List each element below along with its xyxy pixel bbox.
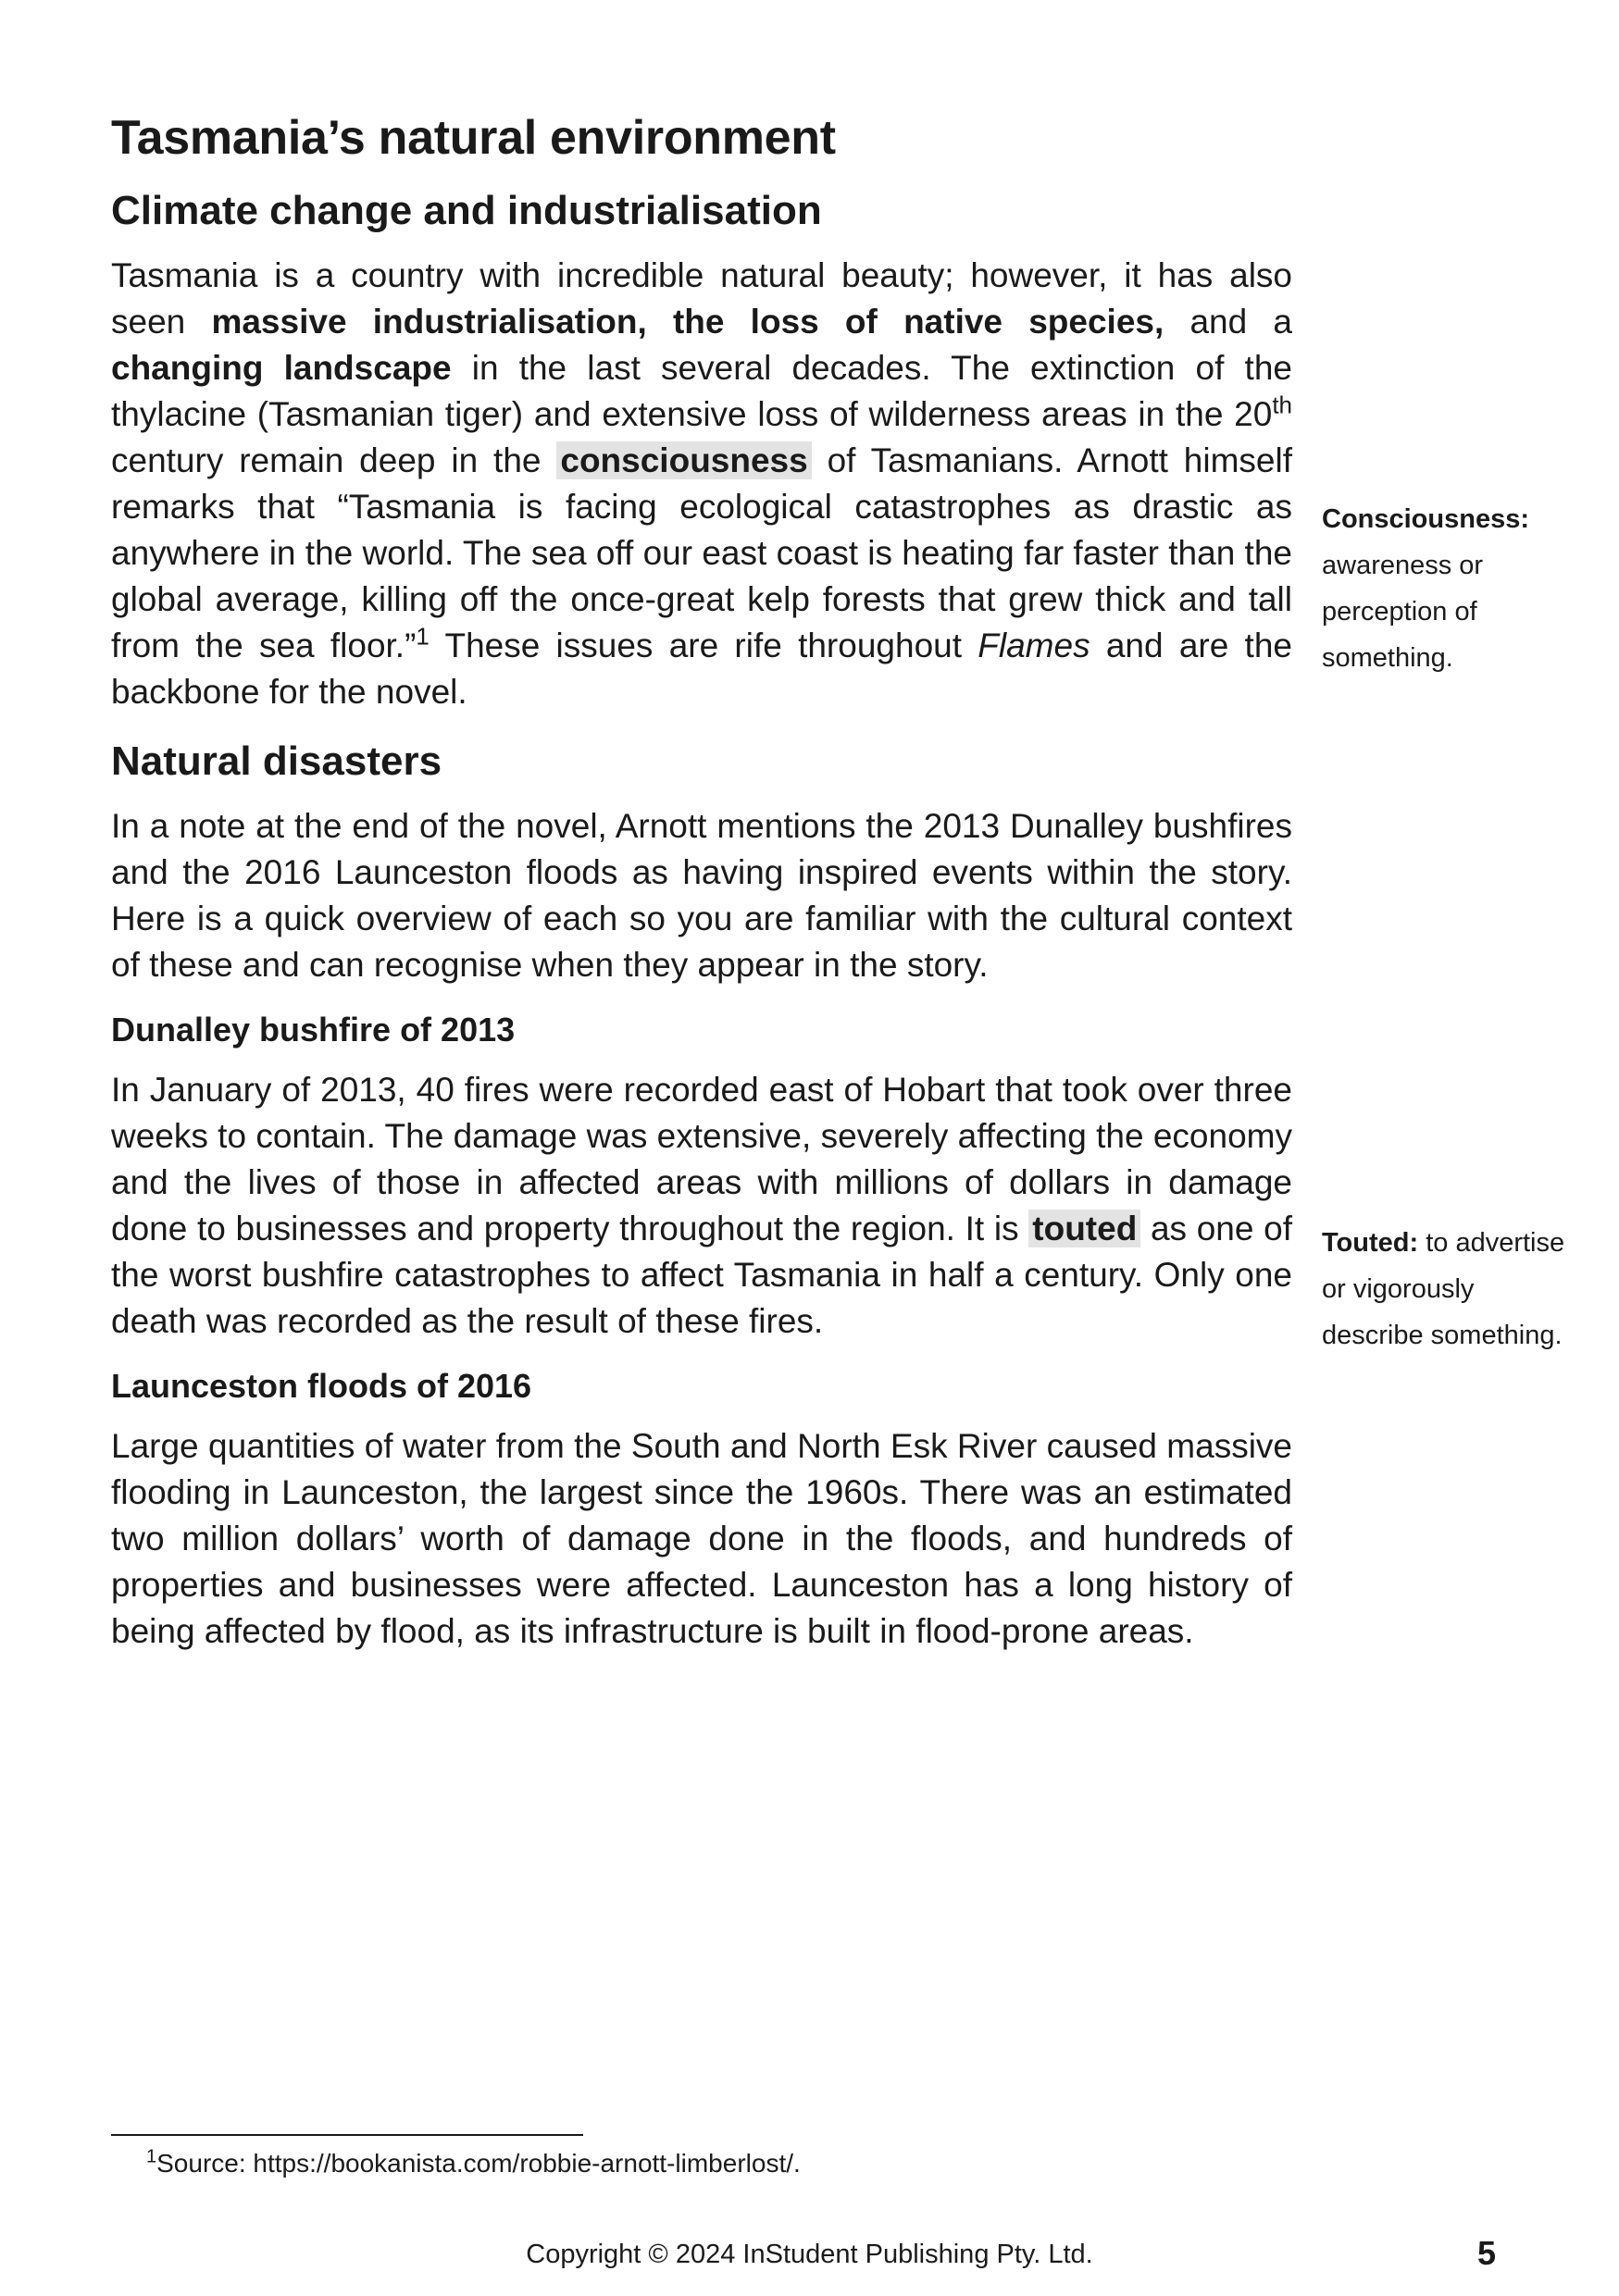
footnote-reference: 1 <box>416 623 430 652</box>
footnote: $^1$Source: https://bookanista.com/robbie-arnott-limberlost/. <box>146 2146 801 2178</box>
main-column <box>111 109 1292 1675</box>
page-number: 5 <box>1477 2234 1497 2272</box>
footnote-divider <box>111 2134 583 2136</box>
glossary-note-touted: Touted: to advertise or vigorously describe something. <box>1322 1228 1565 1350</box>
dunalley-paragraph: In January of 2013, 40 fires were recorded east of Hobart that took over three weeks to contain. The damage was extensive, severely affecting the economy and the lives of those in affected areas with millions of dollars in damage done to businesses and property throughout the region. It is touted as one of the worst bushfire catastrophes to affect Tasmania in half a century. Only one death was recorded as the result of these fires. <box>111 1071 1292 1341</box>
section-heading-climate: Climate change and industrialisation <box>111 188 822 234</box>
subheading-launceston: Launceston floods of 2016 <box>111 1367 532 1406</box>
launceston-paragraph: Large quantities of water from the South and North Esk River caused massive flooding in Launceston, the largest since the 1960s. There was an estimated two million dollars’ worth of damage done in the floods, and hundreds of properties and businesses were affected. Launceston has a long history of being affected by flood, as its infrastructure is built in flood-prone areas. <box>111 1426 1292 1650</box>
page-title: Tasmania’s natural environment <box>111 111 836 165</box>
section-heading-disasters: Natural disasters <box>111 738 442 785</box>
climate-paragraph: Tasmania is a country with incredible natural beauty; however, it has also seen massive industrialisation, the loss of native species, and a changing landscape in the last several decades. The extinction of the thylacine (Tasmanian tiger) and extensive loss of wilderness areas in the 20th century remain deep in the consciousness of Tasmanians. Arnott himself remarks that “Tasmania is facing ecological catastrophes as drastic as anywhere in the world. The sea off our east coast is heating far faster than the global average, killing off the once-great kelp forests that grew thick and tall from the sea floor.”$^1$ These issues are rife throughout Flames and are the backbone for the novel. <box>111 256 1293 712</box>
subheading-dunalley: Dunalley bushfire of 2013 <box>111 1011 516 1049</box>
disasters-intro-paragraph: In a note at the end of the novel, Arnott mentions the 2013 Dunalley bushfires and the 2016 Launceston floods as having inspired events within the story. Here is a quick overview of each so you are familiar with the cultural context of these and can recognise when they appear in the story. <box>111 807 1292 985</box>
glossary-highlight-touted: touted <box>1028 1210 1140 1247</box>
glossary-note-consciousness: Consciousness: awareness or perception of something. <box>1322 504 1529 673</box>
copyright-notice: Copyright © 2024 InStudent Publishing Pty. Ltd. <box>526 2240 1093 2269</box>
glossary-highlight-consciousness: consciousness <box>556 441 811 479</box>
